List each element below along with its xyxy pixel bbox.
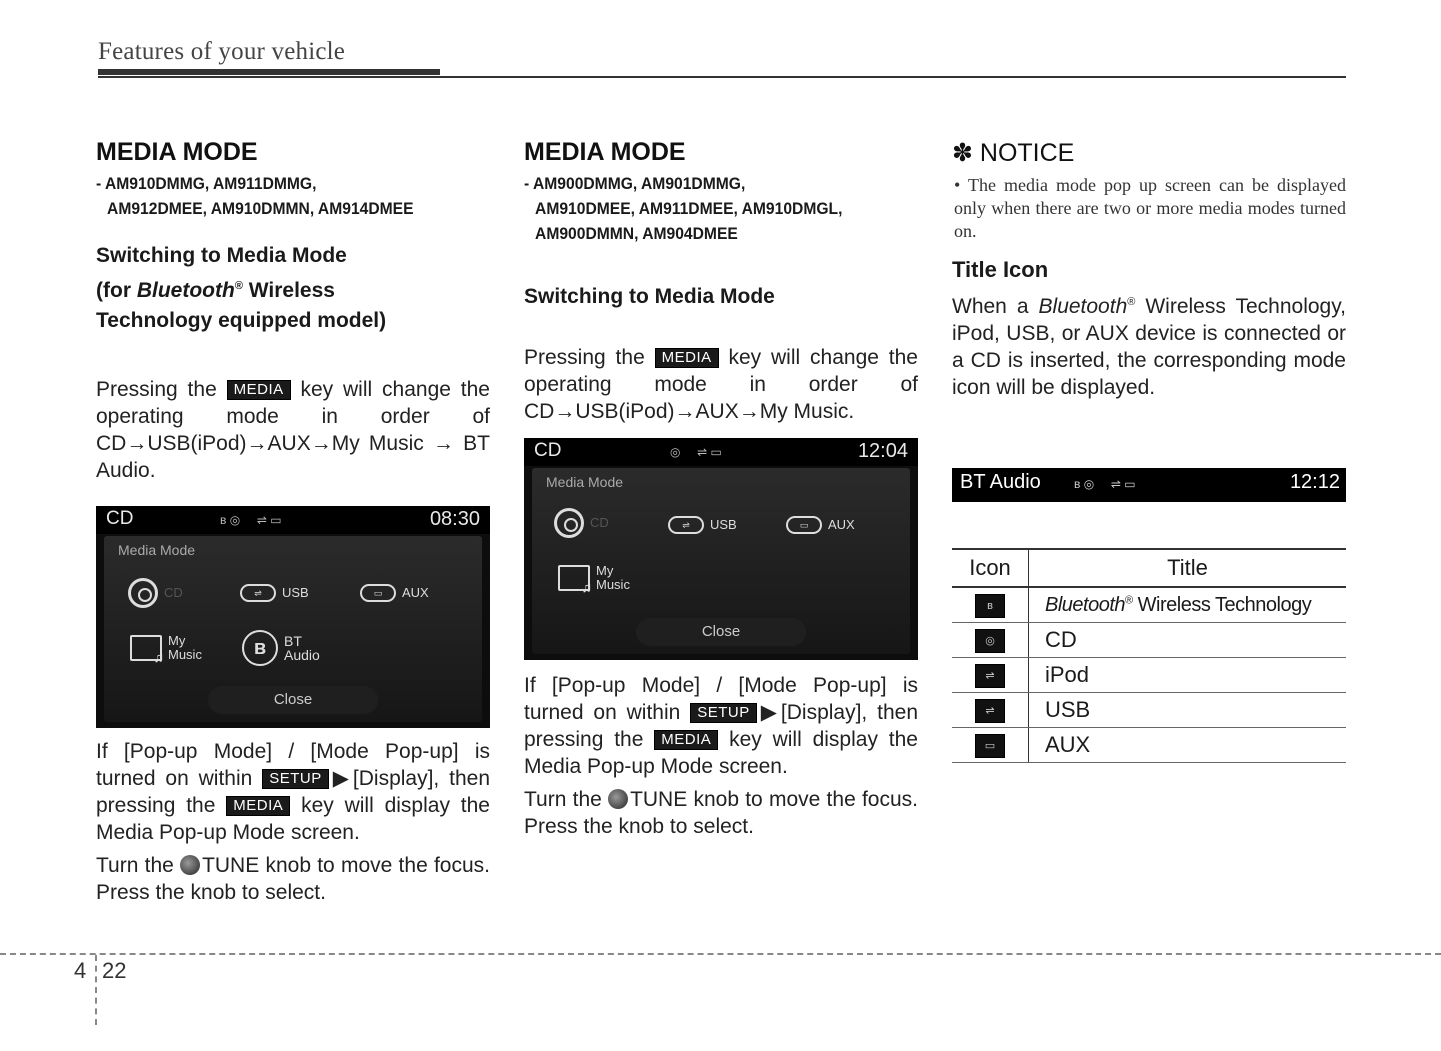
popup-title: Media Mode [546, 474, 624, 490]
mode-label: BT Audio [284, 633, 320, 663]
text: Wireless Technology [1132, 593, 1312, 616]
text: Wireless Technology, iPod, USB, or AUX device is connected or a CD is inserted, the corresponding mode icon will be displayed. [952, 295, 1346, 399]
paragraph [96, 376, 490, 484]
paragraph [96, 738, 490, 846]
table-cell: USB [1029, 693, 1347, 728]
text: TUNE knob to move the focus. Press the knob to select. [524, 788, 918, 838]
table-row [952, 728, 1346, 763]
text: If [Pop-up Mode] / [Mode Pop-up] is turned on within [524, 674, 918, 724]
text: ▶[Display], then pressing the [524, 701, 918, 751]
popup-title: Media Mode [118, 542, 196, 558]
status-icons: ʙ ◎ ⇌ ▭ [220, 513, 282, 527]
paragraph [524, 672, 918, 780]
mode-label: My Music [596, 563, 630, 592]
text: Turn the [96, 854, 181, 877]
paragraph [524, 786, 918, 840]
disc-icon [128, 578, 158, 608]
icon-table [952, 548, 1346, 763]
media-key: MEDIA [227, 380, 291, 400]
table-cell [952, 623, 1029, 658]
table-row [952, 623, 1346, 658]
status-icons: ʙ ◎ ⇌ ▭ [1074, 477, 1136, 491]
mode-label: CD [164, 585, 183, 600]
text: Wireless [242, 279, 335, 302]
table-cell: CD [1029, 623, 1347, 658]
usb-icon: ⇌ [668, 516, 704, 534]
mode-label: USB [282, 585, 309, 600]
text: TUNE knob to move the focus. Press the knob to select. [96, 854, 490, 904]
status-bar [524, 438, 918, 466]
text: key will change the operating mode in order of CD→USB(iPod)→AUX→My Music → BT Audio. [96, 378, 490, 482]
mode-my-music[interactable] [130, 634, 212, 662]
paragraph [952, 289, 1346, 401]
text: Bluetooth [1045, 593, 1126, 616]
usb-icon: ⇌ [975, 699, 1005, 723]
page-header-title: Features of your vehicle [98, 38, 346, 65]
header-bar [98, 69, 440, 75]
column-header: Icon [952, 549, 1029, 587]
aux-icon: ▭ [975, 734, 1005, 758]
source-label: CD [106, 508, 134, 529]
media-mode-screen [524, 438, 918, 660]
mode-usb[interactable] [668, 516, 737, 534]
subheading: Title Icon [952, 257, 1049, 282]
column-3 [952, 138, 1346, 401]
column-1-lower [96, 738, 490, 906]
subheading-line: Technology equipped model) [96, 309, 387, 332]
disc-icon [554, 508, 584, 538]
table-cell [952, 693, 1029, 728]
text: key will change the operating mode in order of CD→USB(iPod)→AUX→My Music. [524, 346, 918, 423]
footer-divider [95, 955, 97, 1025]
notice-heading: ✽ NOTICE [952, 139, 1075, 167]
table-cell [952, 728, 1029, 763]
mode-cd[interactable] [128, 578, 183, 608]
mode-label: AUX [402, 585, 429, 600]
notice-text: • The media mode pop up screen can be displayed only when there are two or more media modes turned on. [954, 175, 1346, 241]
clock: 12:12 [1289, 471, 1340, 493]
tune-knob-icon [608, 789, 628, 809]
media-key: MEDIA [226, 796, 290, 816]
close-button[interactable]: Close [636, 618, 806, 646]
folder-music-icon [558, 565, 590, 591]
mode-label: AUX [828, 517, 855, 532]
text: (for [96, 279, 137, 302]
text: Bluetooth [136, 279, 235, 302]
table-row [952, 658, 1346, 693]
media-key: MEDIA [655, 348, 719, 368]
table-cell [952, 587, 1029, 623]
media-mode-screen [96, 506, 490, 728]
table-cell: iPod [1029, 658, 1347, 693]
page-number: 22 [102, 958, 127, 983]
column-header: Title [1029, 549, 1347, 587]
media-key: MEDIA [654, 730, 718, 750]
text: Bluetooth [1038, 295, 1128, 318]
close-button[interactable]: Close [208, 686, 378, 714]
folder-music-icon [130, 635, 162, 661]
header-rule [98, 76, 1346, 78]
mode-cd[interactable] [554, 508, 609, 538]
aux-icon: ▭ [786, 516, 822, 534]
table-cell: AUX [1029, 728, 1347, 763]
model-list [524, 171, 886, 246]
text: If [Pop-up Mode] / [Mode Pop-up] is turned on within [96, 740, 490, 790]
column-1 [96, 138, 490, 484]
model-line: AM910DMEE, AM911DMEE, AM910DMGL, [535, 199, 843, 218]
mode-my-music[interactable] [558, 564, 640, 592]
text: ▶[Display], then pressing the [96, 767, 490, 817]
status-icons: ◎ ⇌ ▭ [670, 445, 722, 459]
table-cell [952, 658, 1029, 693]
subheading [96, 241, 490, 336]
column-2 [524, 138, 918, 425]
model-line: - AM910DMMG, AM911DMMG, [96, 174, 317, 193]
subheading-line: Switching to Media Mode [96, 244, 347, 267]
title-icon-bar [952, 468, 1346, 502]
text: ® [1127, 296, 1136, 308]
setup-key: SETUP [262, 769, 329, 789]
chapter-number: 4 [74, 958, 87, 983]
subheading: Switching to Media Mode [524, 285, 775, 308]
bluetooth-icon: ʙ [975, 594, 1005, 618]
mode-label: USB [710, 517, 737, 532]
text: Pressing the [524, 346, 655, 369]
table-header-row [952, 549, 1346, 587]
footer-rule [0, 953, 1441, 955]
status-bar [96, 506, 490, 534]
text: key will display the Media Pop-up Mode screen. [524, 728, 918, 778]
subheading-line [96, 271, 490, 306]
mode-aux[interactable] [360, 584, 429, 602]
paragraph [96, 852, 490, 906]
bluetooth-icon: ʙ [242, 630, 278, 666]
table-row [952, 587, 1346, 623]
aux-icon: ▭ [360, 584, 396, 602]
text: Turn the [524, 788, 609, 811]
text: Pressing the [96, 378, 227, 401]
text: key will display the Media Pop-up Mode screen. [96, 794, 490, 844]
disc-icon: ◎ [975, 629, 1005, 653]
setup-key: SETUP [690, 703, 757, 723]
source-label: CD [534, 440, 562, 461]
source-label: BT Audio [960, 471, 1041, 493]
table-cell [1029, 587, 1347, 623]
mode-label: CD [590, 515, 609, 530]
model-list [96, 171, 458, 221]
model-line: AM912DMEE, AM910DMMN, AM914DMEE [107, 199, 414, 218]
mode-bt-audio[interactable] [242, 630, 320, 666]
mode-aux[interactable] [786, 516, 855, 534]
column-2-lower [524, 672, 918, 840]
text: ® [1125, 593, 1133, 606]
tune-knob-icon [180, 855, 200, 875]
text: When a [952, 295, 1039, 318]
section-heading: MEDIA MODE [96, 138, 258, 166]
text: ® [234, 280, 243, 292]
mode-label: My Music [168, 633, 202, 662]
model-line: AM900DMMN, AM904DMEE [535, 224, 738, 243]
model-line: - AM900DMMG, AM901DMMG, [524, 174, 746, 193]
clock: 08:30 [429, 508, 480, 530]
usb-icon: ⇌ [240, 584, 276, 602]
paragraph [524, 344, 918, 425]
ipod-icon: ⇌ [975, 664, 1005, 688]
section-heading: MEDIA MODE [524, 138, 686, 166]
table-row [952, 693, 1346, 728]
clock: 12:04 [857, 440, 908, 462]
mode-usb[interactable] [240, 584, 309, 602]
